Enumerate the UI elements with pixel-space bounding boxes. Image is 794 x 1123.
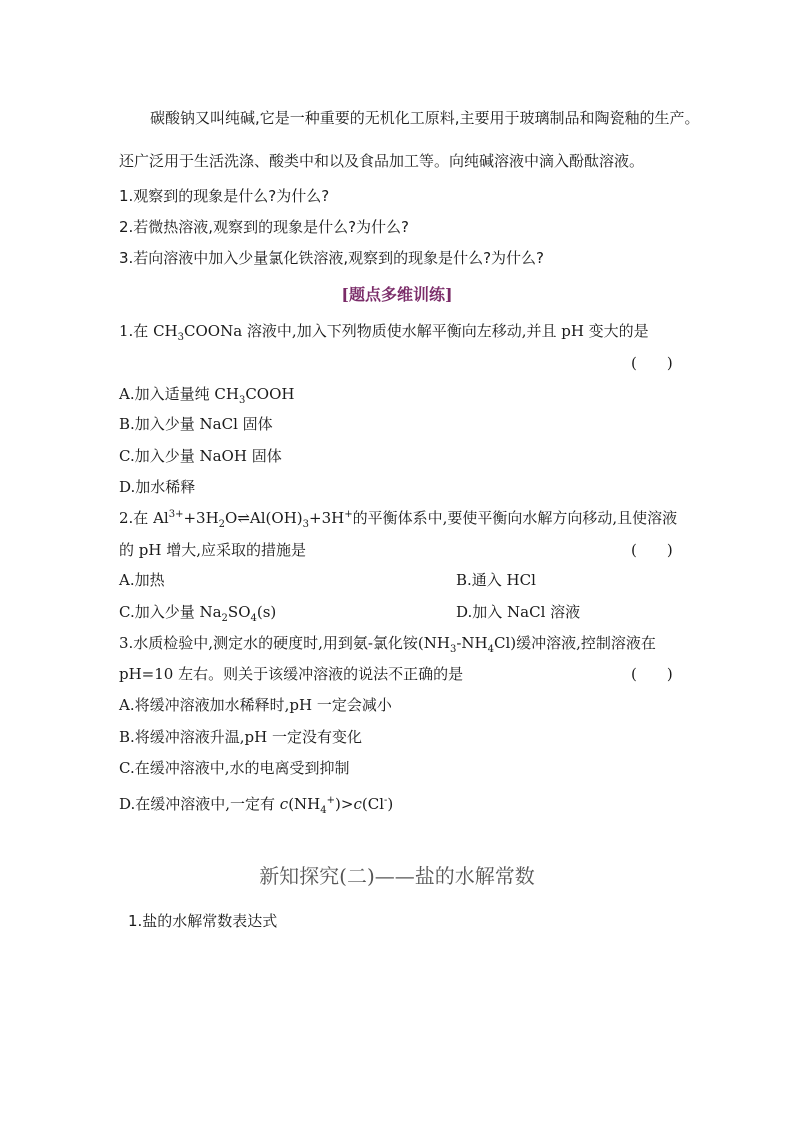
problem-3-option-c: C.在缓冲溶液中,水的电离受到抑制 bbox=[119, 759, 350, 777]
problem-1-answer-blank: ( ) bbox=[631, 354, 673, 372]
section-2-subheading: 1.盐的水解常数表达式 bbox=[128, 912, 278, 930]
intro-question-3: 3.若向溶液中加入少量氯化铁溶液,观察到的现象是什么?为什么? bbox=[119, 249, 545, 267]
problem-3-stem: 3.水质检验中,测定水的硬度时,用到氨-氯化铵$(NH_3-NH_4Cl)$缓冲溶液,控制溶液在 bbox=[119, 634, 656, 655]
intro-line-1: 碳酸钠又叫纯碱,它是一种重要的无机化工原料,主要用于玻璃制品和陶瓷釉的生产。 bbox=[150, 109, 700, 127]
section-2-title: 新知探究(二)——盐的水解常数 bbox=[259, 864, 535, 888]
problem-2-option-b: B.通入 HCl bbox=[456, 571, 536, 589]
problem-2-option-d: D.加入 NaCl 溶液 bbox=[456, 603, 581, 621]
problem-3-option-d: D.在缓冲溶液中,一定有 $c(NH_4^+)>c(Cl^-)$ bbox=[119, 795, 394, 816]
section-title: [题点多维训练] bbox=[341, 285, 453, 304]
problem-2-option-a: A.加热 bbox=[119, 571, 165, 589]
problem-1-option-b: B.加入少量 NaCl 固体 bbox=[119, 415, 273, 433]
problem-1-stem: 1.在 $CH_3COONa$ 溶液中,加入下列物质使水解平衡向左移动,并且 pH 变大的是 bbox=[119, 322, 649, 343]
problem-3-stem-line-2: pH=10 左右。则关于该缓冲溶液的说法不正确的是 bbox=[119, 665, 464, 683]
problem-2-stem: 2.在 $Al^{3+}+3H_2O\rightleftharpoons Al(OH)_3+3H^+$的平衡体系中,要使平衡向水解方向移动,且使溶液 bbox=[119, 509, 678, 530]
intro-question-2: 2.若微热溶液,观察到的现象是什么?为什么? bbox=[119, 218, 410, 236]
problem-1-option-c: C.加入少量 NaOH 固体 bbox=[119, 447, 282, 465]
problem-1-option-a: A.加入适量纯 $CH_3COOH$ bbox=[119, 385, 295, 406]
intro-line-2: 还广泛用于生活洗涤、酸类中和以及食品加工等。向纯碱溶液中滴入酚酞溶液。 bbox=[119, 152, 645, 170]
intro-question-1: 1.观察到的现象是什么?为什么? bbox=[119, 187, 330, 205]
problem-3-answer-blank: ( ) bbox=[631, 665, 673, 683]
problem-3-option-b: B.将缓冲溶液升温,pH 一定没有变化 bbox=[119, 728, 363, 746]
problem-3-option-a: A.将缓冲溶液加水稀释时,pH 一定会减小 bbox=[119, 696, 392, 714]
problem-2-option-c: C.加入少量 $Na_2SO_4(s)$ bbox=[119, 603, 277, 624]
problem-2-stem-line-2: 的 pH 增大,应采取的措施是 bbox=[119, 541, 306, 559]
problem-2-answer-blank: ( ) bbox=[631, 541, 673, 559]
problem-1-option-d: D.加水稀释 bbox=[119, 478, 196, 496]
